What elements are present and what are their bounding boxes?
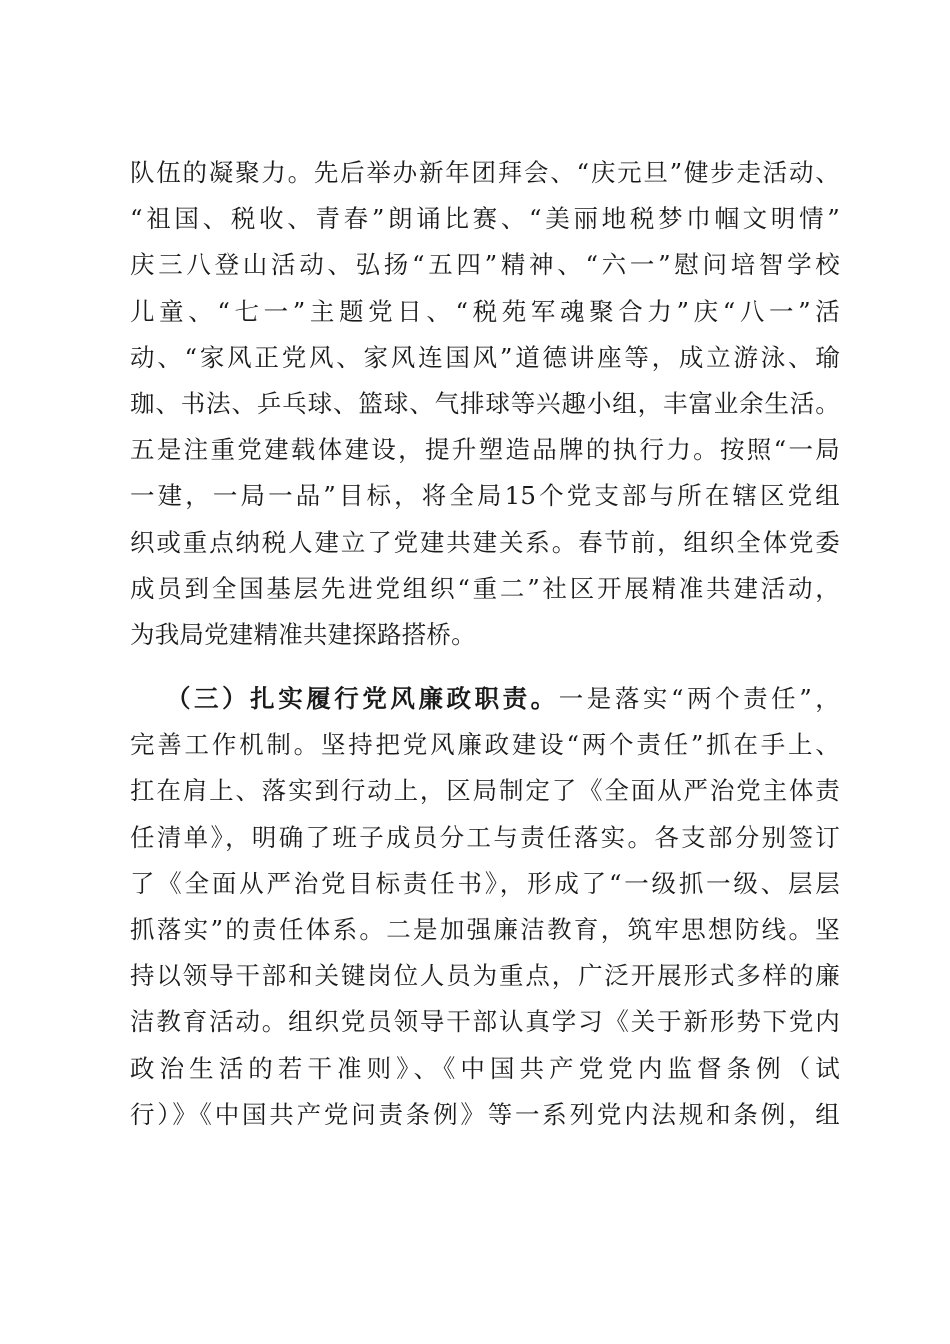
text-line: 扛在肩上、落实到行动上，区局制定了《全面从严治党主体责 bbox=[130, 776, 840, 806]
paragraph-spacer bbox=[130, 658, 840, 676]
text-line: 持以领导干部和关键岗位人员为重点，广泛开展形式多样的廉 bbox=[130, 961, 840, 991]
text-line: 为我局党建精准共建探路搭桥。 bbox=[130, 619, 476, 649]
text-line: 珈、书法、乒乓球、篮球、气排球等兴趣小组，丰富业余生活。 bbox=[130, 388, 840, 418]
paragraph-1 bbox=[130, 150, 840, 658]
text-line: 五是注重党建载体建设，提升塑造品牌的执行力。按照“一局 bbox=[130, 435, 840, 465]
text-line: 了《全面从严治党目标责任书》，形成了“一级抓一级、层层 bbox=[130, 868, 840, 898]
text-line: 完善工作机制。坚持把党风廉政建设“两个责任”抓在手上、 bbox=[130, 730, 840, 760]
text-line: 一建，一局一品”目标，将全局15个党支部与所在辖区党组 bbox=[130, 481, 840, 511]
text-line: 成员到全国基层先进党组织“重二”社区开展精准共建活动， bbox=[130, 573, 840, 603]
paragraph-first-line bbox=[130, 676, 840, 722]
text-run: 一是落实“两个责任”， bbox=[558, 684, 840, 714]
document-body bbox=[130, 150, 840, 1138]
text-line: 政治生活的若干准则》、《中国共产党党内监督条例（试 bbox=[130, 1053, 840, 1083]
paragraph-2 bbox=[130, 676, 840, 1138]
text-line: 庆三八登山活动、弘扬“五四”精神、“六一”慰问培智学校 bbox=[130, 250, 840, 280]
text-line: 儿童、“七一”主题党日、“税苑军魂聚合力”庆“八一”活 bbox=[130, 296, 840, 326]
text-line: 织或重点纳税人建立了党建共建关系。春节前，组织全体党委 bbox=[130, 527, 840, 557]
text-line: 洁教育活动。组织党员领导干部认真学习《关于新形势下党内 bbox=[130, 1007, 840, 1037]
section-heading: （三）扎实履行党风廉政职责。 bbox=[166, 684, 559, 714]
text-line: 队伍的凝聚力。先后举办新年团拜会、“庆元旦”健步走活动、 bbox=[130, 158, 840, 187]
text-line: 行）》《中国共产党问责条例》等一系列党内法规和条例，组 bbox=[130, 1099, 840, 1129]
text-line: 抓落实”的责任体系。二是加强廉洁教育，筑牢思想防线。坚 bbox=[130, 915, 840, 944]
text-line: 任清单》，明确了班子成员分工与责任落实。各支部分别签订 bbox=[130, 822, 840, 852]
text-line: 动、“家风正党风、家风连国风”道德讲座等，成立游泳、瑜 bbox=[130, 342, 840, 372]
text-line: “祖国、税收、青春”朗诵比赛、“美丽地税梦巾帼文明情” bbox=[130, 204, 840, 234]
